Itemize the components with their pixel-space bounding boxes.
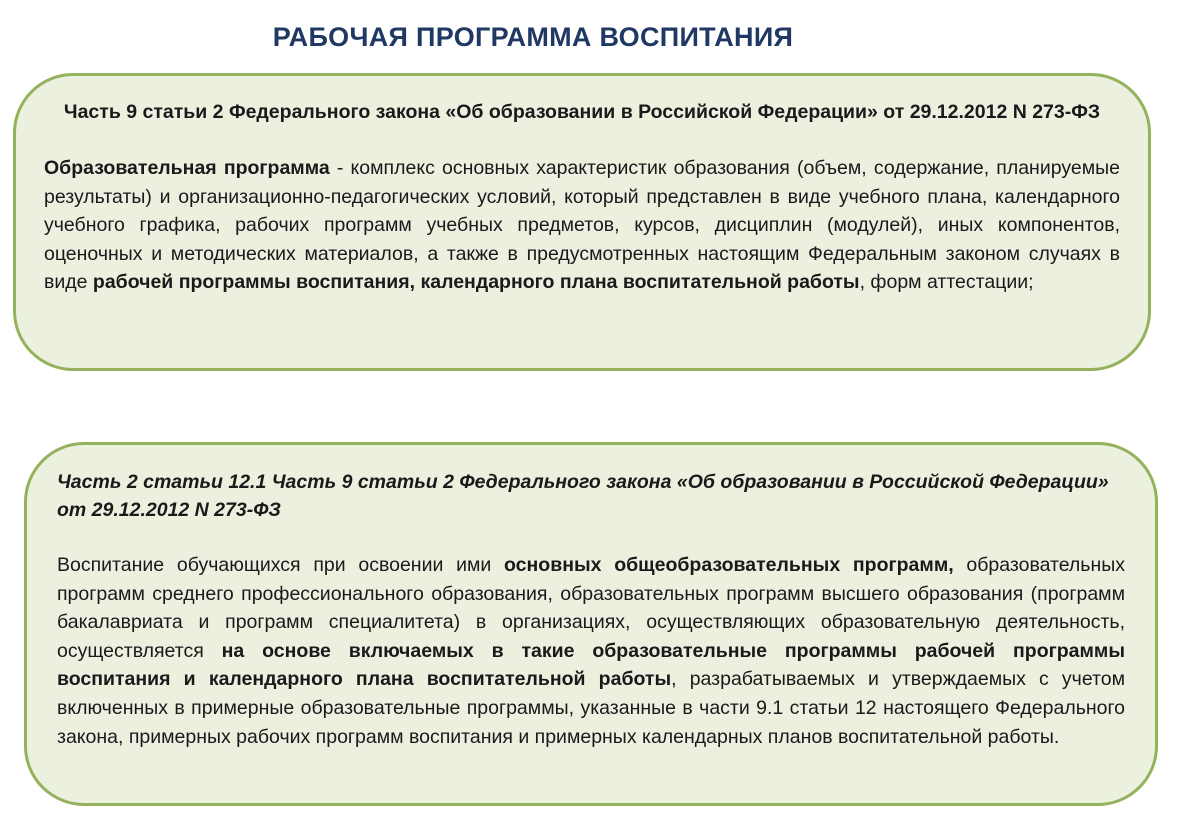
definition-card bbox=[13, 73, 1151, 371]
upbringing-highlight: основных общеобразовательных программ, bbox=[504, 554, 954, 576]
definition-text-part: - комплекс основных характеристик образования (объем, содержание, планируемые результаты) и организационно-педагогических условий, который представлен в виде учебного плана, календарного учебного графика, рабочих программ учебных предметов, курсов, дисциплин (модулей), иных компонентов, оценочных и методических материалов, а также в предусмотренных настоящим Федеральным законом случаях в виде bbox=[44, 157, 1120, 294]
page-title: РАБОЧАЯ ПРОГРАММА ВОСПИТАНИЯ bbox=[272, 22, 794, 52]
upbringing-card bbox=[24, 442, 1158, 806]
definition-text bbox=[44, 154, 1120, 297]
upbringing-text-part: Воспитание обучающихся при освоении ими bbox=[57, 554, 505, 576]
upbringing-text bbox=[57, 551, 1125, 751]
upbringing-highlight: на основе включаемых в такие образовательные программы рабочей программы воспитания и календарного плана воспитательной работы bbox=[57, 639, 1125, 691]
definition-text-part: , форм аттестации; bbox=[859, 271, 1034, 294]
definition-term: Образовательная программа bbox=[44, 157, 330, 179]
law-reference-heading: Часть 9 статьи 2 Федерального закона «Об образовании в Российской Федерации» от 29.12.2012 N 273-ФЗ bbox=[63, 101, 1101, 123]
definition-highlight: рабочей программы воспитания, календарного плана воспитательной работы bbox=[92, 271, 860, 294]
upbringing-text-part: образовательных программ среднего профессионального образования, образовательных программ высшего образования (программ бакалавриата и программ специалитета) в организациях, осуществляющих образовательную деятельность, осуществляется bbox=[57, 554, 1125, 662]
upbringing-text-part: , разрабатываемых и утверждаемых с учетом включенных в примерные образовательные программы, указанные в части 9.1 статьи 12 настоящего Федерального закона, примерных рабочих программ воспитания и примерных календарных планов воспитательной работы. bbox=[57, 668, 1125, 748]
law-reference-heading: Часть 2 статьи 12.1 Часть 9 статьи 2 Федерального закона «Об образовании в Российской Федерации» от 29.12.2012 N 273-ФЗ bbox=[57, 471, 1109, 521]
